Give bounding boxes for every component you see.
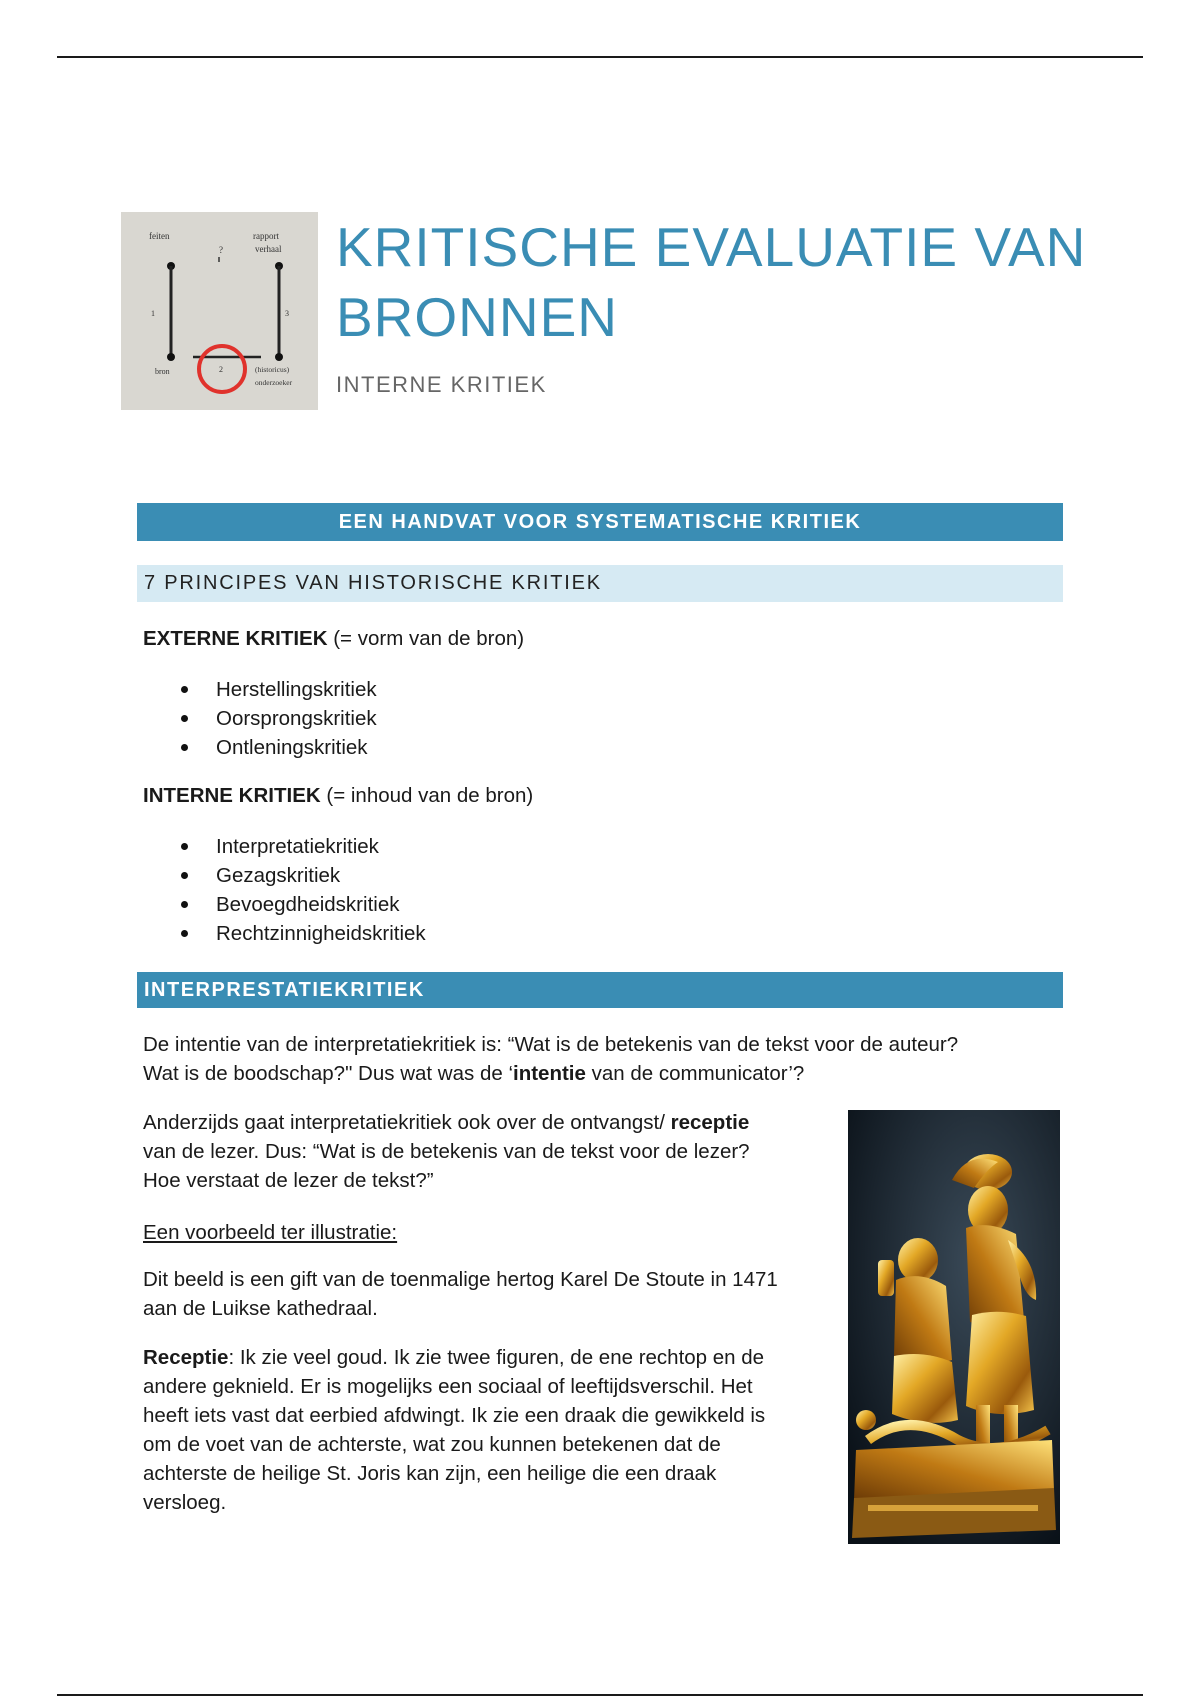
diagram-label-bron: bron bbox=[155, 367, 170, 376]
diagram-label-rapport: rapport bbox=[253, 231, 279, 241]
list-item: Oorsprongskritiek bbox=[143, 704, 377, 733]
example-label: Een voorbeeld ter illustratie: bbox=[143, 1221, 398, 1244]
paragraph-line: heeft iets vast dat eerbied afdwingt. Ik zie een draak die gewikkeld is bbox=[143, 1404, 766, 1427]
paragraph-line: De intentie van de interpretatiekritiek is: “Wat is de betekenis van de tekst voor de auteur? bbox=[143, 1033, 959, 1056]
bottom-rule bbox=[57, 1694, 1143, 1696]
diagram-label-verhaal: verhaal bbox=[255, 244, 282, 254]
golden-statue-image bbox=[848, 1110, 1060, 1544]
paragraph-line: Anderzijds gaat interpretatiekritiek ook over de ontvangst/ receptie bbox=[143, 1111, 750, 1134]
externe-kritiek-rest: (= vorm van de bron) bbox=[327, 627, 525, 650]
interne-kritiek-list bbox=[143, 832, 426, 948]
diagram-label-question: ? bbox=[219, 245, 223, 255]
diagram-label-feiten: feiten bbox=[149, 231, 170, 241]
externe-kritiek-bold: EXTERNE KRITIEK bbox=[143, 627, 328, 650]
paragraph-line: Dit beeld is een gift van de toenmalige hertog Karel De Stoute in 1471 bbox=[143, 1268, 778, 1291]
diagram-label-historicus: (historicus) bbox=[255, 365, 290, 374]
paragraph-intentie bbox=[143, 1030, 958, 1088]
section-banner-principes: 7 PRINCIPES VAN HISTORISCHE KRITIEK bbox=[137, 565, 1063, 602]
paragraph-line: Wat is de boodschap?" Dus wat was de ‘intentie van de communicator’? bbox=[143, 1062, 805, 1085]
paragraph-receptie-analyse bbox=[143, 1343, 765, 1517]
title-line-2: BRONNEN bbox=[336, 286, 619, 348]
list-item: Bevoegdheidskritiek bbox=[143, 890, 426, 919]
paragraph-line: van de lezer. Dus: “Wat is de betekenis van de tekst voor de lezer? bbox=[143, 1140, 750, 1163]
paragraph-receptie bbox=[143, 1108, 750, 1195]
paragraph-line: andere geknield. Er is mogelijks een sociaal of leeftijdsverschil. Het bbox=[143, 1375, 753, 1398]
paragraph-line: aan de Luikse kathedraal. bbox=[143, 1297, 378, 1320]
list-item: Gezagskritiek bbox=[143, 861, 426, 890]
source-diagram bbox=[121, 212, 318, 410]
paragraph-line: versloeg. bbox=[143, 1491, 227, 1514]
diagram-label-2: 2 bbox=[219, 365, 223, 374]
diagram-label-3: 3 bbox=[285, 309, 289, 318]
document-title bbox=[336, 212, 1116, 352]
reliquary-statue-photo bbox=[848, 1110, 1060, 1544]
interne-kritiek-bold: INTERNE KRITIEK bbox=[143, 784, 321, 807]
list-item: Herstellingskritiek bbox=[143, 675, 377, 704]
title-line-1: KRITISCHE EVALUATIE VAN bbox=[336, 216, 1087, 278]
paragraph-gift bbox=[143, 1265, 778, 1323]
interne-kritiek-rest: (= inhoud van de bron) bbox=[320, 784, 534, 807]
paragraph-line: om de voet van de achterste, wat zou kunnen betekenen dat de bbox=[143, 1433, 721, 1456]
externe-kritiek-list bbox=[143, 675, 377, 762]
diagram-label-1: 1 bbox=[151, 309, 155, 318]
section-banner-interpretatiekritiek: INTERPRESTATIEKRITIEK bbox=[137, 972, 1063, 1008]
document-subtitle: INTERNE KRITIEK bbox=[336, 372, 547, 397]
externe-kritiek-heading bbox=[143, 624, 524, 653]
paragraph-line: Hoe verstaat de lezer de tekst?” bbox=[143, 1169, 434, 1192]
diagram-image bbox=[121, 212, 318, 410]
interne-kritiek-heading bbox=[143, 781, 533, 810]
paragraph-line: Receptie: Ik zie veel goud. Ik zie twee figuren, de ene rechtop en de bbox=[143, 1346, 765, 1369]
paragraph-line: achterste de heilige St. Joris kan zijn, een heilige die een draak bbox=[143, 1462, 717, 1485]
top-rule bbox=[57, 56, 1143, 58]
list-item: Interpretatiekritiek bbox=[143, 832, 426, 861]
list-item: Rechtzinnigheidskritiek bbox=[143, 919, 426, 948]
diagram-label-onderzoeker: onderzoeker bbox=[255, 378, 293, 387]
section-banner-handvat: EEN HANDVAT VOOR SYSTEMATISCHE KRITIEK bbox=[137, 503, 1063, 541]
list-item: Ontleningskritiek bbox=[143, 733, 377, 762]
